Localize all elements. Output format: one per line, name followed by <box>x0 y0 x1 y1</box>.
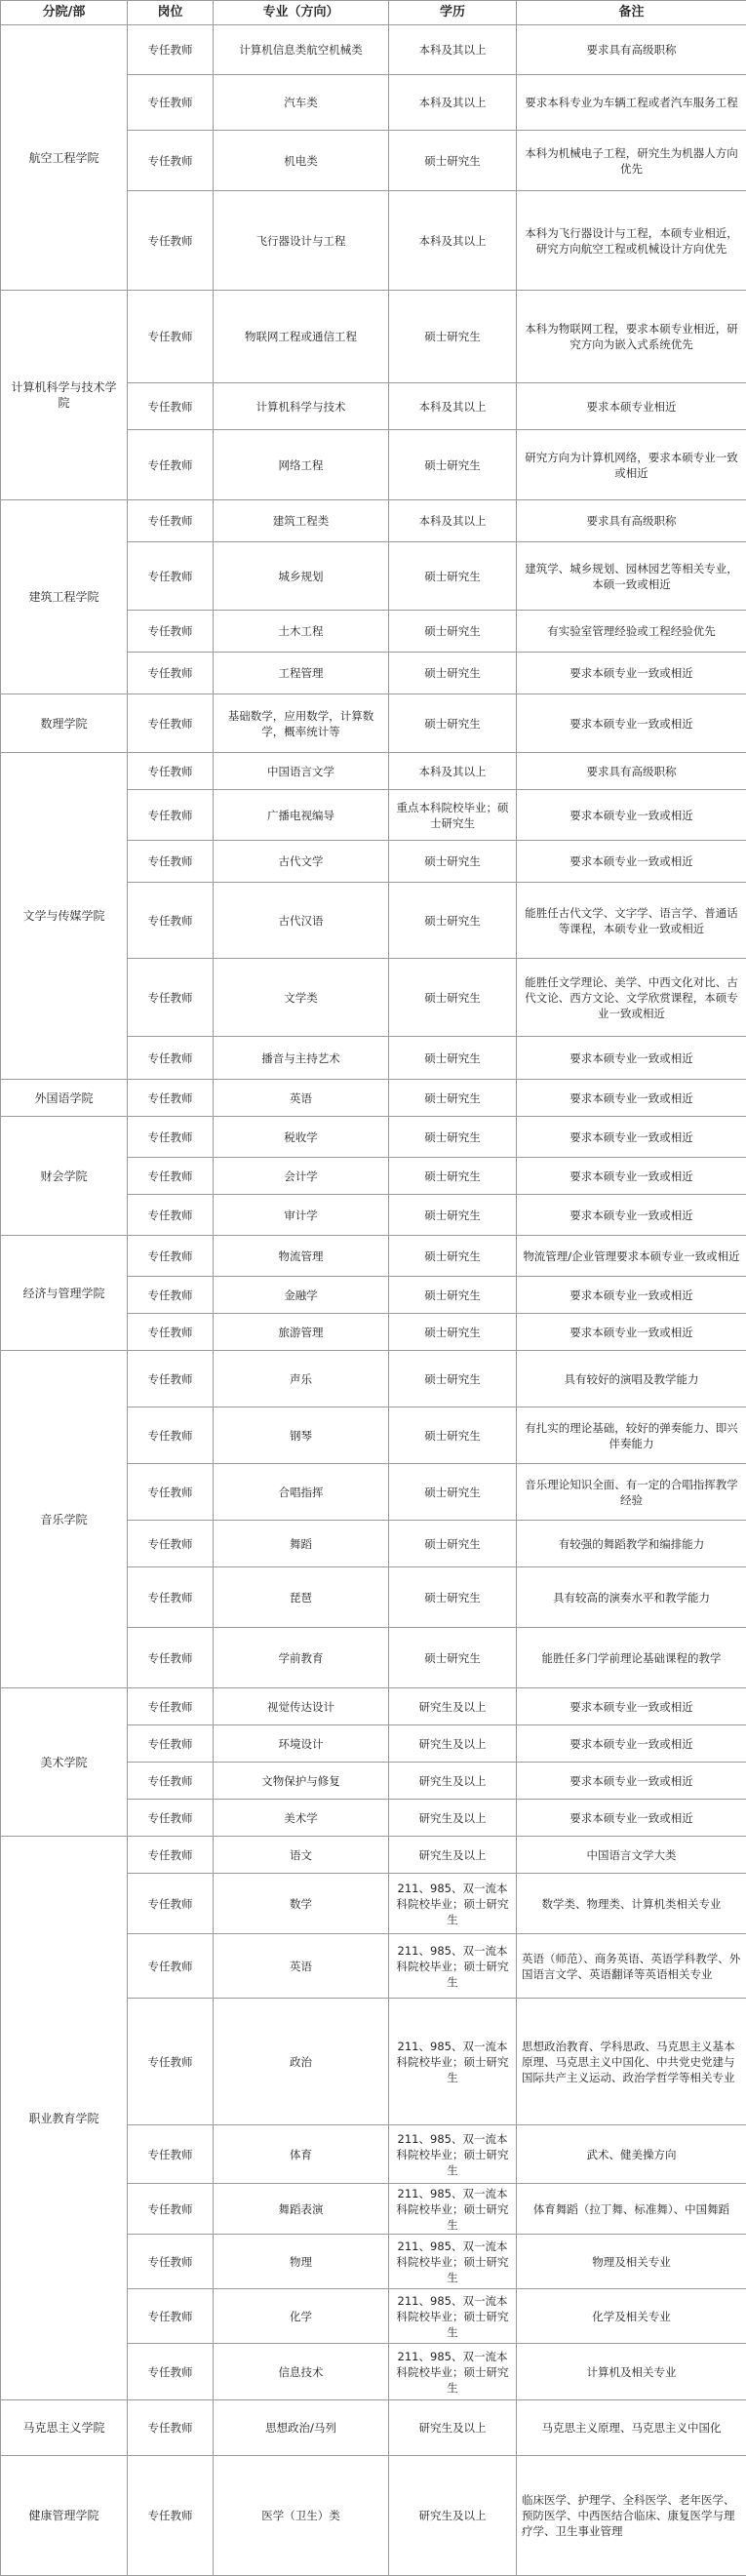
major-cell: 城乡规划 <box>214 542 389 611</box>
notes-cell: 建筑学、城乡规划、园林园艺等相关专业，本硕一致或相近 <box>517 542 746 611</box>
notes-cell: 要求本硕专业一致或相近 <box>517 1800 746 1837</box>
position-cell: 专任教师 <box>128 291 214 383</box>
notes-cell: 要求本硕专业相近 <box>517 383 746 430</box>
college-cell: 财会学院 <box>1 1117 128 1236</box>
major-cell: 播音与主持艺术 <box>214 1037 389 1080</box>
notes-cell: 要求本硕专业一致或相近 <box>517 841 746 883</box>
major-cell: 环境设计 <box>214 1725 389 1763</box>
major-cell: 汽车类 <box>214 75 389 131</box>
college-cell: 美术学院 <box>1 1688 128 1837</box>
education-cell: 硕士研究生 <box>389 1236 517 1277</box>
college-cell: 健康管理学院 <box>1 2456 128 2576</box>
position-cell: 专任教师 <box>128 1464 214 1521</box>
major-cell: 古代汉语 <box>214 883 389 959</box>
position-cell: 专任教师 <box>128 1999 214 2125</box>
education-cell: 211、985、双一流本科院校毕业；硕士研究生 <box>389 2184 517 2235</box>
education-cell: 硕士研究生 <box>389 959 517 1037</box>
table-row <box>1 25 746 75</box>
notes-cell: 要求本科专业为车辆工程或者汽车服务工程 <box>517 75 746 131</box>
position-cell: 专任教师 <box>128 1407 214 1464</box>
position-cell: 专任教师 <box>128 1934 214 1999</box>
major-cell: 文物保护与修复 <box>214 1763 389 1800</box>
notes-cell: 能胜任多门学前理论基础课程的教学 <box>517 1628 746 1688</box>
college-cell: 数理学院 <box>1 694 128 753</box>
header-education: 学历 <box>389 1 517 25</box>
position-cell: 专任教师 <box>128 383 214 430</box>
table-row <box>1 2400 746 2456</box>
education-cell: 硕士研究生 <box>389 1521 517 1567</box>
major-cell: 钢琴 <box>214 1407 389 1464</box>
notes-cell: 本科为机械电子工程，研究生为机器人方向优先 <box>517 131 746 191</box>
table-row <box>1 500 746 542</box>
position-cell: 专任教师 <box>128 1800 214 1837</box>
notes-cell: 本科为飞行器设计与工程，本硕专业相近，研究方向航空工程或机械设计方向优先 <box>517 191 746 291</box>
major-cell: 舞蹈 <box>214 1521 389 1567</box>
position-cell: 专任教师 <box>128 2235 214 2289</box>
header-position: 岗位 <box>128 1 214 25</box>
notes-cell: 具有较好的演唱及教学能力 <box>517 1351 746 1407</box>
header-notes: 备注 <box>517 1 746 25</box>
notes-cell: 要求具有高级职称 <box>517 25 746 75</box>
major-cell: 视觉传达设计 <box>214 1688 389 1725</box>
notes-cell: 要求本硕专业一致或相近 <box>517 1080 746 1117</box>
major-cell: 古代文学 <box>214 841 389 883</box>
education-cell: 211、985、双一流本科院校毕业；硕士研究生 <box>389 2289 517 2344</box>
education-cell: 硕士研究生 <box>389 1195 517 1236</box>
major-cell: 合唱指挥 <box>214 1464 389 1521</box>
notes-cell: 思想政治教育、学科思政、马克思主义基本原理、马克思主义中国化、中共党史党建与国际共产主义运动、政治学哲学等相关专业 <box>517 1999 746 2125</box>
education-cell: 硕士研究生 <box>389 1277 517 1314</box>
notes-cell: 本科为物联网工程，要求本硕专业相近，研究方向为嵌入式系统优先 <box>517 291 746 383</box>
position-cell: 专任教师 <box>128 2400 214 2456</box>
notes-cell: 能胜任文学理论、美学、中西文化对比、古代文论、西方文论、文学欣赏课程，本硕专业一致或相近 <box>517 959 746 1037</box>
notes-cell: 要求本硕专业一致或相近 <box>517 1688 746 1725</box>
notes-cell: 要求本硕专业一致或相近 <box>517 1195 746 1236</box>
education-cell: 研究生及以上 <box>389 1725 517 1763</box>
position-cell: 专任教师 <box>128 2125 214 2184</box>
education-cell: 本科及其以上 <box>389 383 517 430</box>
notes-cell: 要求本硕专业一致或相近 <box>517 1037 746 1080</box>
notes-cell: 要求本硕专业一致或相近 <box>517 1725 746 1763</box>
notes-cell: 有实验室管理经验或工程经验优先 <box>517 611 746 653</box>
major-cell: 舞蹈表演 <box>214 2184 389 2235</box>
table-row <box>1 1080 746 1117</box>
major-cell: 建筑工程类 <box>214 500 389 542</box>
major-cell: 英语 <box>214 1080 389 1117</box>
table-row <box>1 1688 746 1725</box>
major-cell: 机电类 <box>214 131 389 191</box>
major-cell: 体育 <box>214 2125 389 2184</box>
major-cell: 会计学 <box>214 1158 389 1195</box>
position-cell: 专任教师 <box>128 131 214 191</box>
position-cell: 专任教师 <box>128 1080 214 1117</box>
education-cell: 硕士研究生 <box>389 841 517 883</box>
major-cell: 基础数学，应用数学，计算数学，概率统计等 <box>214 694 389 753</box>
major-cell: 飞行器设计与工程 <box>214 191 389 291</box>
notes-cell: 音乐理论知识全面、有一定的合唱指挥教学经验 <box>517 1464 746 1521</box>
education-cell: 硕士研究生 <box>389 1351 517 1407</box>
position-cell: 专任教师 <box>128 2456 214 2576</box>
education-cell: 硕士研究生 <box>389 131 517 191</box>
position-cell: 专任教师 <box>128 542 214 611</box>
education-cell: 211、985、双一流本科院校毕业；硕士研究生 <box>389 2235 517 2289</box>
notes-cell: 要求具有高级职称 <box>517 753 746 790</box>
education-cell: 研究生及以上 <box>389 1688 517 1725</box>
education-cell: 本科及其以上 <box>389 75 517 131</box>
education-cell: 研究生及以上 <box>389 2456 517 2576</box>
major-cell: 物流管理 <box>214 1236 389 1277</box>
position-cell: 专任教师 <box>128 753 214 790</box>
education-cell: 211、985、双一流本科院校毕业；硕士研究生 <box>389 1874 517 1934</box>
college-cell: 音乐学院 <box>1 1351 128 1688</box>
notes-cell: 要求本硕专业一致或相近 <box>517 694 746 753</box>
major-cell: 医学（卫生）类 <box>214 2456 389 2576</box>
education-cell: 硕士研究生 <box>389 611 517 653</box>
table-row <box>1 291 746 383</box>
notes-cell: 马克思主义原理、马克思主义中国化 <box>517 2400 746 2456</box>
notes-cell: 有较强的舞蹈教学和编排能力 <box>517 1521 746 1567</box>
education-cell: 研究生及以上 <box>389 1763 517 1800</box>
notes-cell: 有扎实的理论基础，较好的弹奏能力、即兴伴奏能力 <box>517 1407 746 1464</box>
notes-cell: 计算机及相关专业 <box>517 2344 746 2400</box>
education-cell: 211、985、双一流本科院校毕业；硕士研究生 <box>389 1999 517 2125</box>
notes-cell: 物理及相关专业 <box>517 2235 746 2289</box>
position-cell: 专任教师 <box>128 1236 214 1277</box>
major-cell: 声乐 <box>214 1351 389 1407</box>
education-cell: 硕士研究生 <box>389 1037 517 1080</box>
notes-cell: 体育舞蹈（拉丁舞、标准舞）、中国舞蹈 <box>517 2184 746 2235</box>
position-cell: 专任教师 <box>128 1688 214 1725</box>
major-cell: 学前教育 <box>214 1628 389 1688</box>
education-cell: 本科及其以上 <box>389 753 517 790</box>
education-cell: 硕士研究生 <box>389 1158 517 1195</box>
notes-cell: 要求本硕专业一致或相近 <box>517 653 746 694</box>
position-cell: 专任教师 <box>128 1277 214 1314</box>
major-cell: 中国语言文学 <box>214 753 389 790</box>
major-cell: 土木工程 <box>214 611 389 653</box>
major-cell: 物联网工程或通信工程 <box>214 291 389 383</box>
header-major: 专业（方向） <box>214 1 389 25</box>
notes-cell: 化学及相关专业 <box>517 2289 746 2344</box>
position-cell: 专任教师 <box>128 790 214 841</box>
position-cell: 专任教师 <box>128 1567 214 1628</box>
position-cell: 专任教师 <box>128 1725 214 1763</box>
position-cell: 专任教师 <box>128 611 214 653</box>
college-cell: 马克思主义学院 <box>1 2400 128 2456</box>
major-cell: 计算机信息类航空机械类 <box>214 25 389 75</box>
education-cell: 硕士研究生 <box>389 542 517 611</box>
position-cell: 专任教师 <box>128 1314 214 1351</box>
college-cell: 文学与传媒学院 <box>1 753 128 1080</box>
notes-cell: 具有较高的演奏水平和教学能力 <box>517 1567 746 1628</box>
college-cell: 航空工程学院 <box>1 25 128 291</box>
education-cell: 硕士研究生 <box>389 1464 517 1521</box>
major-cell: 化学 <box>214 2289 389 2344</box>
notes-cell: 数学类、物理类、计算机类相关专业 <box>517 1874 746 1934</box>
major-cell: 英语 <box>214 1934 389 1999</box>
major-cell: 语文 <box>214 1837 389 1874</box>
position-cell: 专任教师 <box>128 1195 214 1236</box>
major-cell: 审计学 <box>214 1195 389 1236</box>
education-cell: 研究生及以上 <box>389 2400 517 2456</box>
notes-cell: 武术、健美操方向 <box>517 2125 746 2184</box>
table-row <box>1 753 746 790</box>
education-cell: 硕士研究生 <box>389 1628 517 1688</box>
position-cell: 专任教师 <box>128 1037 214 1080</box>
position-cell: 专任教师 <box>128 2289 214 2344</box>
notes-cell: 要求具有高级职称 <box>517 500 746 542</box>
position-cell: 专任教师 <box>128 1763 214 1800</box>
major-cell: 政治 <box>214 1999 389 2125</box>
education-cell: 硕士研究生 <box>389 1080 517 1117</box>
college-cell: 建筑工程学院 <box>1 500 128 694</box>
education-cell: 硕士研究生 <box>389 1314 517 1351</box>
position-cell: 专任教师 <box>128 1158 214 1195</box>
table-row <box>1 2456 746 2576</box>
major-cell: 旅游管理 <box>214 1314 389 1351</box>
position-cell: 专任教师 <box>128 1117 214 1158</box>
major-cell: 文学类 <box>214 959 389 1037</box>
position-cell: 专任教师 <box>128 1874 214 1934</box>
position-cell: 专任教师 <box>128 653 214 694</box>
notes-cell: 能胜任古代文学、文字学、语言学、普通话等课程，本硕专业一致或相近 <box>517 883 746 959</box>
college-cell: 外国语学院 <box>1 1080 128 1117</box>
major-cell: 物理 <box>214 2235 389 2289</box>
education-cell: 硕士研究生 <box>389 653 517 694</box>
education-cell: 本科及其以上 <box>389 191 517 291</box>
position-cell: 专任教师 <box>128 75 214 131</box>
major-cell: 琵琶 <box>214 1567 389 1628</box>
education-cell: 重点本科院校毕业；硕士研究生 <box>389 790 517 841</box>
education-cell: 硕士研究生 <box>389 1407 517 1464</box>
notes-cell: 研究方向为计算机网络，要求本硕专业一致或相近 <box>517 430 746 500</box>
major-cell: 计算机科学与技术 <box>214 383 389 430</box>
position-cell: 专任教师 <box>128 25 214 75</box>
position-cell: 专任教师 <box>128 841 214 883</box>
table-row <box>1 1351 746 1407</box>
table-row <box>1 1117 746 1158</box>
education-cell: 硕士研究生 <box>389 883 517 959</box>
college-cell: 计算机科学与技术学院 <box>1 291 128 500</box>
education-cell: 本科及其以上 <box>389 25 517 75</box>
education-cell: 硕士研究生 <box>389 1117 517 1158</box>
position-cell: 专任教师 <box>128 959 214 1037</box>
position-cell: 专任教师 <box>128 2184 214 2235</box>
education-cell: 硕士研究生 <box>389 291 517 383</box>
education-cell: 211、985、双一流本科院校毕业；硕士研究生 <box>389 2344 517 2400</box>
major-cell: 网络工程 <box>214 430 389 500</box>
notes-cell: 中国语言文学大类 <box>517 1837 746 1874</box>
education-cell: 硕士研究生 <box>389 694 517 753</box>
position-cell: 专任教师 <box>128 2344 214 2400</box>
major-cell: 税收学 <box>214 1117 389 1158</box>
education-cell: 211、985、双一流本科院校毕业；硕士研究生 <box>389 1934 517 1999</box>
notes-cell: 物流管理/企业管理要求本硕专业一致或相近 <box>517 1236 746 1277</box>
education-cell: 本科及其以上 <box>389 500 517 542</box>
major-cell: 信息技术 <box>214 2344 389 2400</box>
education-cell: 硕士研究生 <box>389 430 517 500</box>
education-cell: 硕士研究生 <box>389 1567 517 1628</box>
college-cell: 经济与管理学院 <box>1 1236 128 1351</box>
notes-cell: 要求本硕专业一致或相近 <box>517 1314 746 1351</box>
notes-cell: 要求本硕专业一致或相近 <box>517 1158 746 1195</box>
notes-cell: 要求本硕专业一致或相近 <box>517 790 746 841</box>
education-cell: 研究生及以上 <box>389 1837 517 1874</box>
college-cell: 职业教育学院 <box>1 1837 128 2400</box>
table-row <box>1 1236 746 1277</box>
major-cell: 广播电视编导 <box>214 790 389 841</box>
position-cell: 专任教师 <box>128 883 214 959</box>
position-cell: 专任教师 <box>128 1351 214 1407</box>
notes-cell: 要求本硕专业一致或相近 <box>517 1277 746 1314</box>
education-cell: 211、985、双一流本科院校毕业；硕士研究生 <box>389 2125 517 2184</box>
education-cell: 研究生及以上 <box>389 1800 517 1837</box>
major-cell: 思想政治/马列 <box>214 2400 389 2456</box>
notes-cell: 英语（师范）、商务英语、英语学科教学、外国语言文学、英语翻译等英语相关专业 <box>517 1934 746 1999</box>
notes-cell: 临床医学、护理学、全科医学、老年医学、预防医学、中西医结合临床、康复医学与理疗学、卫生事业管理 <box>517 2456 746 2576</box>
position-cell: 专任教师 <box>128 1837 214 1874</box>
major-cell: 工程管理 <box>214 653 389 694</box>
notes-cell: 要求本硕专业一致或相近 <box>517 1117 746 1158</box>
header-college: 分院/部 <box>1 1 128 25</box>
position-cell: 专任教师 <box>128 694 214 753</box>
position-cell: 专任教师 <box>128 430 214 500</box>
major-cell: 数学 <box>214 1874 389 1934</box>
position-cell: 专任教师 <box>128 500 214 542</box>
table-row <box>1 694 746 753</box>
table-row <box>1 1837 746 1874</box>
major-cell: 美术学 <box>214 1800 389 1837</box>
position-cell: 专任教师 <box>128 1628 214 1688</box>
table-body <box>1 25 746 2576</box>
notes-cell: 要求本硕专业一致或相近 <box>517 1763 746 1800</box>
position-cell: 专任教师 <box>128 191 214 291</box>
header-row <box>1 1 746 25</box>
major-cell: 金融学 <box>214 1277 389 1314</box>
position-cell: 专任教师 <box>128 1521 214 1567</box>
